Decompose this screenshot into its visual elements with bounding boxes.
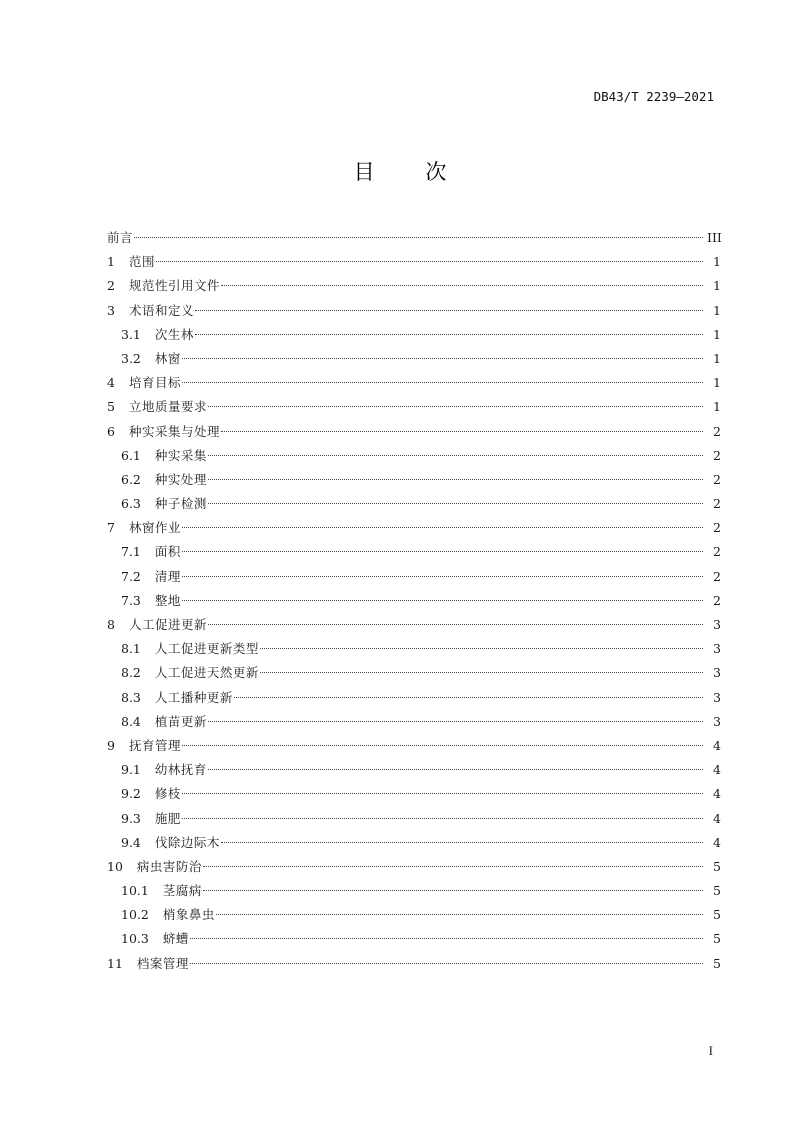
toc-entry[interactable]	[107, 347, 721, 371]
toc-entry-label: 梢象鼻虫	[162, 907, 215, 923]
toc-entry-label: 抚育管理	[128, 737, 181, 753]
toc-entry-number: 8.4	[121, 713, 141, 729]
toc-entry-page: 2	[713, 568, 721, 584]
toc-entry[interactable]	[107, 516, 721, 540]
toc-entry[interactable]	[107, 395, 721, 419]
toc-dot-leader	[182, 744, 703, 746]
toc-dot-leader	[190, 937, 703, 939]
toc-entry-number: 3	[107, 302, 115, 318]
toc-dot-leader	[208, 454, 703, 456]
toc-dot-leader	[182, 792, 703, 794]
toc-dot-leader	[260, 671, 703, 673]
toc-entry-label: 人工促进更新类型	[154, 641, 259, 657]
title-char-1: 目	[353, 160, 375, 184]
toc-entry[interactable]	[107, 613, 721, 637]
toc-entry-label: 术语和定义	[128, 302, 194, 318]
toc-entry[interactable]	[107, 371, 721, 395]
toc-entry-number: 10	[107, 858, 123, 874]
toc-entry-page: 3	[713, 641, 721, 657]
toc-entry-number: 7.2	[121, 568, 141, 584]
toc-dot-leader	[182, 526, 703, 528]
toc-entry-page: 4	[713, 737, 721, 753]
toc-entry-label: 人工促进天然更新	[154, 665, 259, 681]
toc-entry[interactable]	[107, 250, 721, 274]
toc-entry-page: 2	[713, 592, 721, 608]
toc-entry-label: 修枝	[154, 786, 181, 802]
toc-entry-number: 3.2	[121, 350, 141, 366]
toc-entry-label: 蛴螬	[162, 931, 189, 947]
toc-entry-number: 8.2	[121, 665, 141, 681]
toc-entry-label: 林窗作业	[128, 520, 181, 536]
toc-entry[interactable]	[107, 903, 721, 927]
toc-dot-leader	[208, 405, 703, 407]
toc-entry-page: 2	[713, 520, 721, 536]
toc-entry-page: 2	[713, 471, 721, 487]
toc-entry-label: 幼林抚育	[154, 762, 207, 778]
toc-entry-page: 1	[713, 278, 721, 294]
toc-dot-leader	[203, 889, 703, 891]
toc-entry[interactable]	[107, 855, 721, 879]
toc-entry-page: 3	[713, 617, 721, 632]
toc-entry-page: 3	[713, 713, 721, 729]
toc-entry-label: 种实采集与处理	[128, 423, 220, 439]
toc-entry-page: 5	[713, 907, 721, 923]
toc-dot-leader	[190, 962, 703, 964]
toc-entry[interactable]	[107, 444, 721, 468]
toc-entry-page: 5	[713, 883, 721, 899]
page-title	[0, 156, 800, 186]
toc-entry-label: 种实处理	[154, 471, 207, 487]
toc-entry-number: 6.1	[121, 447, 141, 463]
toc-entry-number: 7	[107, 520, 115, 536]
toc-entry-page: 4	[713, 810, 721, 826]
toc-entry[interactable]	[107, 758, 721, 782]
title-char-2: 次	[425, 160, 447, 184]
toc-entry-label: 次生林	[154, 326, 194, 342]
toc-entry-label: 茎腐病	[162, 883, 202, 899]
toc-entry[interactable]	[107, 661, 721, 685]
toc-entry[interactable]	[107, 782, 721, 806]
toc-entry-number: 5	[107, 399, 115, 415]
toc-entry-number: 8	[107, 617, 115, 632]
toc-dot-leader	[221, 284, 703, 286]
toc-entry[interactable]	[107, 589, 721, 613]
toc-dot-leader	[216, 913, 703, 915]
toc-entry-label: 林窗	[154, 350, 181, 366]
toc-entry-page: 4	[713, 834, 721, 850]
toc-entry-page: 1	[713, 399, 721, 415]
toc-dot-leader	[221, 430, 703, 432]
toc-dot-leader	[156, 260, 703, 262]
toc-dot-leader	[182, 817, 703, 819]
toc-entry-page: 4	[713, 786, 721, 802]
toc-entry-number: 9.1	[121, 762, 141, 778]
toc-entry-page: 1	[713, 350, 721, 366]
toc-entry-number: 2	[107, 278, 115, 294]
toc-entry-page: 4	[713, 762, 721, 778]
toc-dot-leader	[182, 550, 703, 552]
toc-entry[interactable]	[107, 274, 721, 298]
toc-entry[interactable]	[107, 927, 721, 951]
toc-entry[interactable]	[107, 323, 721, 347]
toc-dot-leader	[195, 309, 703, 311]
toc-entry-page: 5	[713, 931, 721, 947]
toc-entry-number: 6.2	[121, 471, 141, 487]
toc-entry-number: 9.2	[121, 786, 141, 802]
toc-entry-label: 病虫害防治	[136, 858, 202, 874]
toc-dot-leader	[260, 647, 703, 649]
toc-entry[interactable]	[107, 540, 721, 564]
toc-dot-leader	[208, 478, 703, 480]
toc-dot-leader	[208, 768, 703, 770]
toc-entry[interactable]	[107, 686, 721, 710]
toc-dot-leader	[134, 236, 703, 238]
toc-dot-leader	[182, 599, 703, 601]
toc-entry[interactable]	[107, 565, 721, 589]
toc-entry-page: 2	[713, 496, 721, 512]
toc-dot-leader	[195, 333, 703, 335]
toc-entry-label: 培育目标	[128, 375, 181, 391]
toc-entry-label: 种子检测	[154, 496, 207, 512]
toc-entry-number: 7.1	[121, 544, 141, 560]
toc-dot-leader	[208, 502, 703, 504]
toc-entry-page: 3	[713, 689, 721, 705]
toc-dot-leader	[182, 357, 703, 359]
toc-entry-number: 11	[107, 955, 123, 971]
toc-dot-leader	[182, 381, 703, 383]
toc-dot-leader	[208, 623, 703, 625]
toc-entry-page: 3	[713, 665, 721, 681]
toc-entry-number: 3.1	[121, 326, 141, 342]
toc-entry[interactable]	[107, 299, 721, 323]
toc-entry-label: 立地质量要求	[128, 399, 207, 415]
toc-entry-number: 6	[107, 423, 115, 439]
toc-entry-page: 2	[713, 423, 721, 439]
toc-entry-label: 档案管理	[136, 955, 189, 971]
toc-entry-label: 规范性引用文件	[128, 278, 220, 294]
toc-entry[interactable]	[107, 879, 721, 903]
toc-entry-page: 2	[713, 544, 721, 560]
toc-entry-page: 1	[713, 254, 721, 270]
toc-dot-leader	[221, 841, 703, 843]
toc-entry[interactable]	[107, 637, 721, 661]
toc-entry-label: 种实采集	[154, 447, 207, 463]
toc-entry[interactable]	[107, 468, 721, 492]
toc-entry-page: III	[707, 230, 722, 245]
toc-entry[interactable]	[107, 734, 721, 758]
toc-dot-leader	[234, 696, 703, 698]
toc-entry-number: 8.1	[121, 641, 141, 657]
toc-entry[interactable]	[107, 710, 721, 734]
toc-entry-number: 10.3	[121, 931, 149, 947]
toc-entry-label: 人工播种更新	[154, 689, 233, 705]
toc-entry-label: 清理	[154, 568, 181, 584]
footer-page-number: I	[708, 1043, 713, 1058]
toc-entry[interactable]	[107, 807, 721, 831]
toc-entry[interactable]	[107, 420, 721, 444]
toc-entry-number: 10.1	[121, 883, 149, 899]
toc-dot-leader	[203, 865, 703, 867]
toc-entry-label: 人工促进更新	[128, 617, 207, 632]
toc-entry-page: 1	[713, 302, 721, 318]
toc-entry-label: 植苗更新	[154, 713, 207, 729]
standard-code: DB43/T 2239—2021	[593, 89, 714, 104]
toc-entry-page: 1	[713, 326, 721, 342]
toc-entry-label: 范围	[128, 254, 155, 270]
toc-entry-page: 5	[713, 955, 721, 971]
toc-entry-number: 10.2	[121, 907, 149, 923]
toc-entry-label: 伐除边际木	[154, 834, 220, 850]
toc-entry-number: 9.4	[121, 834, 141, 850]
toc-entry-page: 5	[713, 858, 721, 874]
toc-entry-number: 7.3	[121, 592, 141, 608]
toc-entry-label: 整地	[154, 592, 181, 608]
toc-entry[interactable]	[107, 492, 721, 516]
table-of-contents	[107, 226, 721, 976]
toc-entry-page: 2	[713, 447, 721, 463]
toc-entry-number: 4	[107, 375, 115, 391]
toc-entry[interactable]	[107, 952, 721, 976]
toc-entry[interactable]	[107, 831, 721, 855]
toc-entry-number: 9.3	[121, 810, 141, 826]
toc-dot-leader	[182, 575, 703, 577]
toc-entry-number: 6.3	[121, 496, 141, 512]
toc-entry-label: 前言	[107, 230, 134, 245]
toc-entry-label: 面积	[154, 544, 181, 560]
toc-entry-number: 1	[107, 254, 115, 270]
toc-entry-number: 9	[107, 737, 115, 753]
toc-entry-label: 施肥	[154, 810, 181, 826]
toc-entry-number: 8.3	[121, 689, 141, 705]
toc-dot-leader	[208, 720, 703, 722]
toc-entry[interactable]	[107, 226, 721, 250]
toc-entry-page: 1	[713, 375, 721, 391]
